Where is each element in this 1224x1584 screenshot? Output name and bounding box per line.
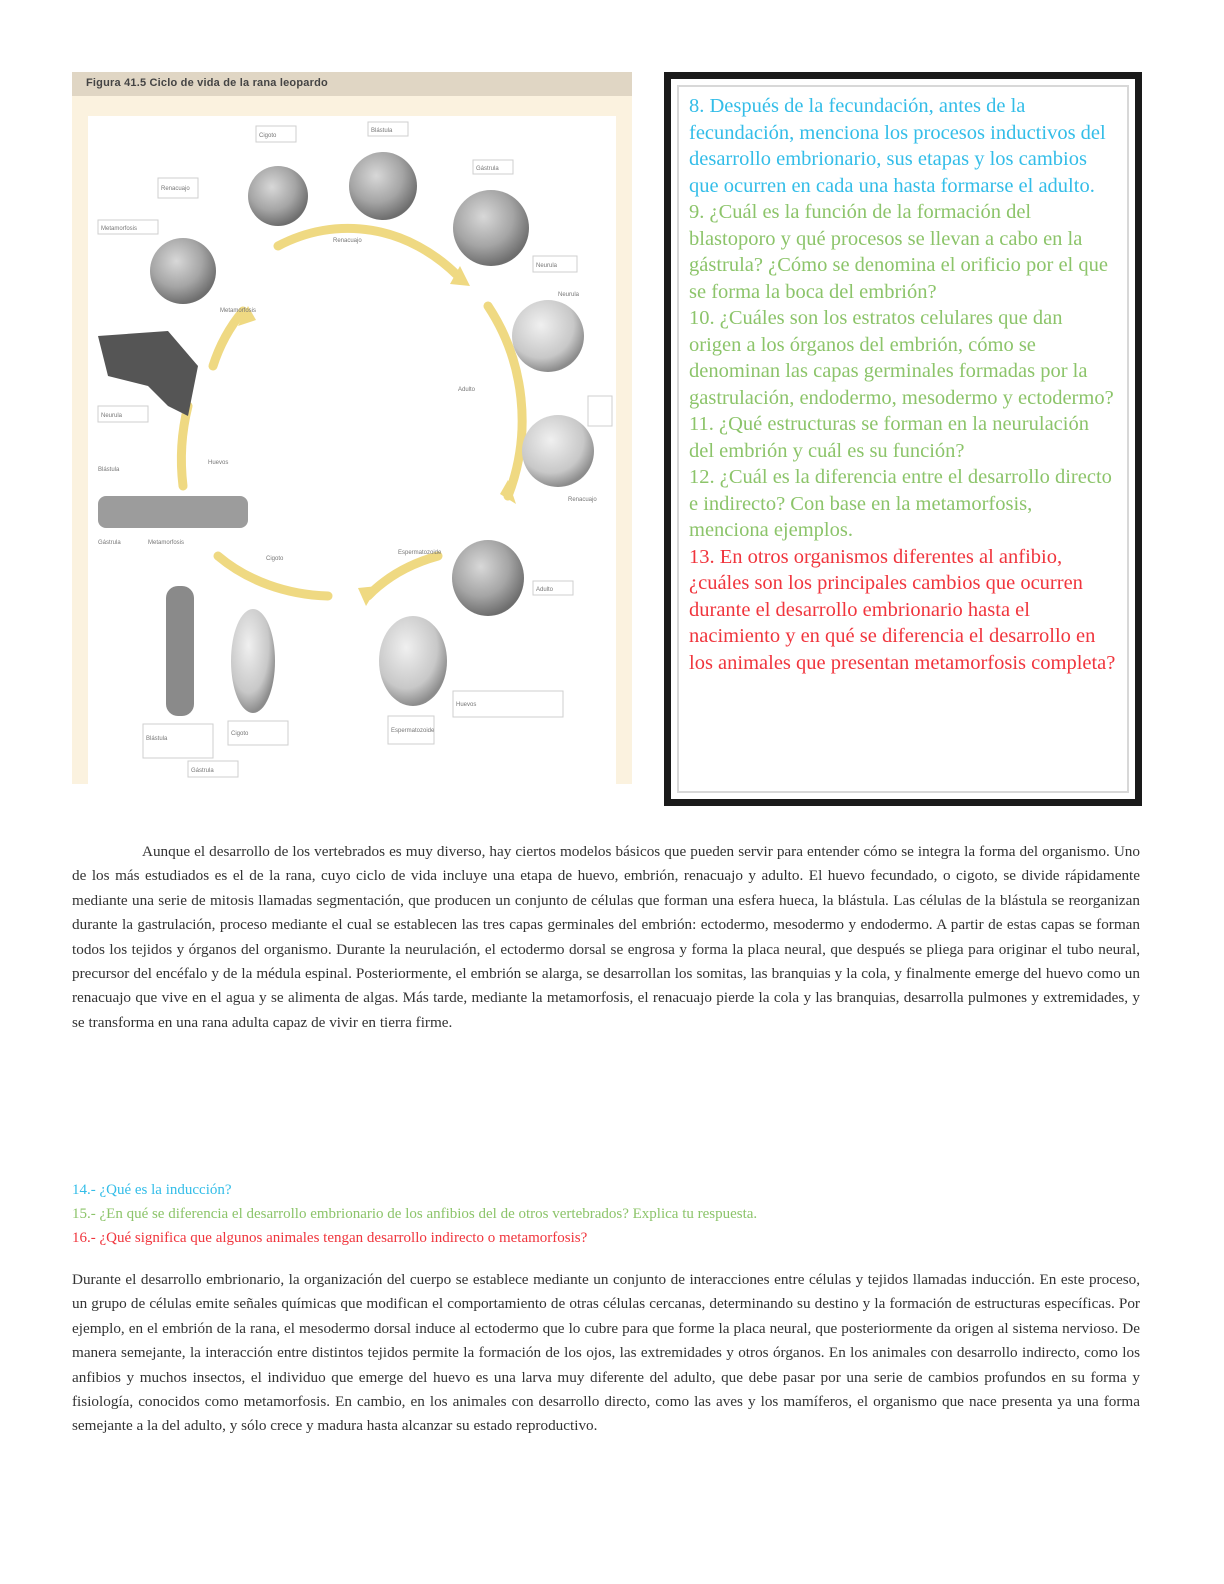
- stage-label: Cigoto: [231, 731, 249, 737]
- figure-caption: Figura 41.5 Ciclo de vida de la rana leopardo: [86, 77, 328, 89]
- stage-label: Blástula: [371, 128, 393, 134]
- question-line-16: 16.- ¿Qué significa que algunos animales tengan desarrollo indirecto o metamorfosis?: [72, 1230, 588, 1246]
- questions-box-inner: [677, 85, 1129, 793]
- stage-label: Blástula: [98, 467, 120, 473]
- stage-label: Metamorfosis: [220, 308, 257, 314]
- stage-label: Cigoto: [259, 133, 277, 139]
- stage-tadpole-icon: [231, 609, 275, 713]
- question-8: 8. Después de la fecundación, antes de la fecundación, menciona los procesos inductivos del desarrollo embrionario, sus etapas y los cambios que ocurren en cada una hasta formarse el adulto.: [689, 95, 1106, 197]
- stage-label: Huevos: [456, 702, 477, 708]
- stage-cell-division-icon: [150, 238, 216, 304]
- questions-box: [664, 72, 1142, 806]
- stage-label: Blástula: [146, 736, 168, 742]
- stage-gastrula-icon: [453, 190, 529, 266]
- question-line-14: 14.- ¿Qué es la inducción?: [72, 1182, 232, 1198]
- stage-label: Cigoto: [266, 556, 284, 562]
- stage-label: Renacuajo: [568, 497, 597, 503]
- stage-label: Metamorfosis: [101, 226, 138, 232]
- stage-label: Renacuajo: [161, 186, 190, 192]
- figure-panel: [72, 72, 632, 784]
- stage-neurula-2-icon: [522, 415, 594, 487]
- stage-spermatozoa-icon: [98, 496, 248, 528]
- stage-label: Metamorfosis: [148, 540, 185, 546]
- stage-label: Huevos: [208, 460, 229, 466]
- stage-embryo-icon: [452, 540, 524, 616]
- stage-neurula-icon: [512, 300, 584, 372]
- stage-label: Neurula: [536, 263, 558, 269]
- stage-cigoto-icon: [248, 166, 308, 226]
- stage-label: Neurula: [558, 292, 580, 298]
- life-cycle-diagram: [88, 116, 616, 784]
- stage-label: Gástrula: [98, 540, 121, 546]
- stage-adult-frog-icon: [98, 331, 198, 416]
- stage-label: Gástrula: [191, 768, 214, 774]
- stage-label: Adulto: [458, 387, 476, 393]
- figure-caption-bar: [72, 72, 632, 96]
- question-9: 9. ¿Cuál es la función de la formación del blastoporo y qué procesos se llevan a cabo en la gástrula? ¿Cómo se denomina el orificio por el que se forma la boca del embrión?: [689, 201, 1108, 303]
- cycle-arrows: [181, 228, 522, 596]
- question-line-15: 15.- ¿En qué se diferencia el desarrollo embrionario de los anfibios del de otros vertebrados? Explica tu respuesta.: [72, 1206, 758, 1222]
- stage-label: Adulto: [536, 587, 554, 593]
- question-11: 11. ¿Qué estructuras se forman en la neurulación del embrión y cuál es su función?: [689, 413, 1089, 462]
- life-cycle-svg: [88, 116, 616, 784]
- stage-label: Neurula: [101, 413, 123, 419]
- body-paragraph-2: Durante el desarrollo embrionario, la organización del cuerpo se establece mediante un conjunto de interacciones entre células y tejidos llamadas inducción. En este proceso, un grupo de células emite señales químicas que modifican el comportamiento de otras células cercanas, determinando su destino y la formación de estructuras específicas. Por ejemplo, en el embrión de la rana, el mesodermo dorsal induce al ectodermo que lo cubre para que forme la placa neural, que posteriormente da origen al sistema nervioso. De manera semejante, la interacción entre distintos tejidos permite la formación de los ojos, las extremidades y otros órganos. En los animales con desarrollo indirecto, como los anfibios y muchos insectos, el individuo que emerge del huevo es una larva muy diferente del adulto, que debe pasar por una serie de cambios profundos en su forma y fisiología, conocidos como metamorfosis. En cambio, en los animales con desarrollo directo, como las aves y los mamíferos, el organismo que nace presenta ya una forma semejante a la del adulto, y sólo crece y madura hasta alcanzar su estado reproductivo.: [72, 1271, 1140, 1435]
- stage-label: Espermatozoide: [398, 550, 442, 556]
- stage-tailbud-icon: [379, 616, 447, 706]
- stage-label: Renacuajo: [333, 238, 362, 244]
- question-10: 10. ¿Cuáles son los estratos celulares que dan origen a los órganos del embrión, cómo se denominan las capas germinales formadas por la gastrulación, endodermo, mesodermo y ectodermo?: [689, 307, 1114, 409]
- stage-larva-icon: [166, 586, 194, 716]
- body-paragraph-1: Aunque el desarrollo de los vertebrados es muy diverso, hay ciertos modelos básicos que pueden servir para entender cómo se integra la forma del organismo. Uno de los más estudiados es el de la rana, cuyo ciclo de vida incluye una etapa de huevo, embrión, renacuajo y adulto. El huevo fecundado, o cigoto, se divide rápidamente mediante una serie de mitosis llamadas segmentación, que producen un conjunto de células que forman una esfera hueca, la blástula. Las células de la blástula se reorganizan durante la gastrulación, proceso mediante el cual se establecen las tres capas germinales del embrión: ectodermo, mesodermo y endodermo. A partir de estas capas se forman todos los tejidos y órganos del organismo. Durante la neurulación, el ectodermo dorsal se engrosa y forma la placa neural, que después se pliega para originar el tubo neural, precursor del encéfalo y de la médula espinal. Posteriormente, el embrión se alarga, se desarrollan los somitas, las branquias y la cola, y finalmente emerge del huevo como un renacuajo que vive en el agua y se alimenta de algas. Más tarde, mediante la metamorfosis, el renacuajo pierde la cola y las branquias, desarrolla pulmones y extremidades, y se transforma en una rana adulta capaz de vivir en tierra firme.: [72, 843, 1140, 1031]
- stage-blastula-icon: [349, 152, 417, 220]
- stage-label: Gástrula: [476, 166, 499, 172]
- question-13: 13. En otros organismos diferentes al anfibio, ¿cuáles son los principales cambios que ocurren durante el desarrollo embrionario hasta el nacimiento y en qué se diferencia el desarrollo en los animales que presentan metamorfosis completa?: [689, 545, 1116, 674]
- question-12: 12. ¿Cuál es la diferencia entre el desarrollo directo e indirecto? Con base en la metamorfosis, menciona ejemplos.: [689, 466, 1112, 541]
- stage-label: Espermatozoide: [391, 728, 435, 734]
